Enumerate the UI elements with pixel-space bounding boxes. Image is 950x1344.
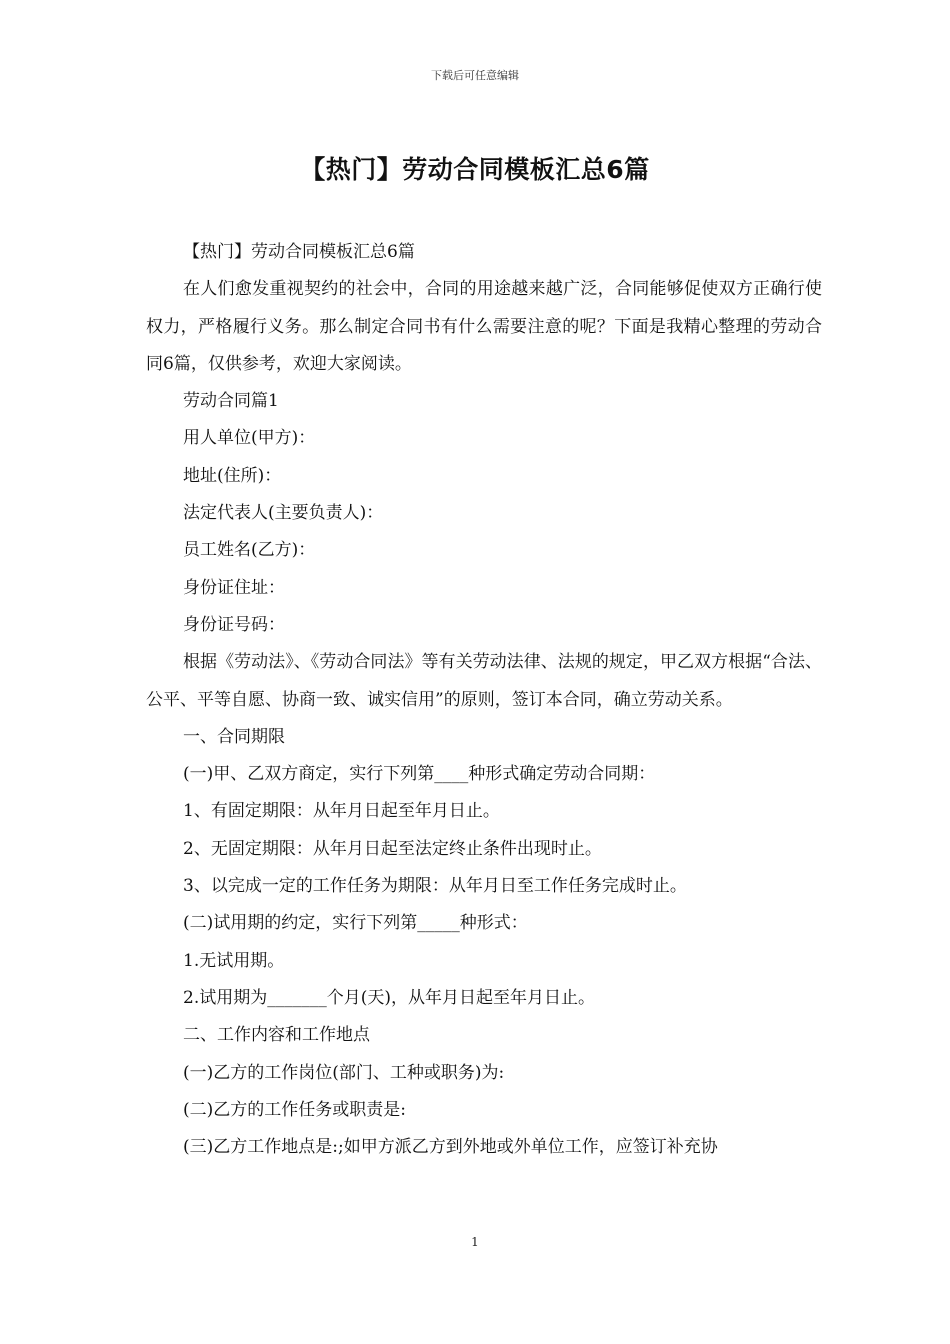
clause-heading-work: 二、工作内容和工作地点 [183,1025,370,1046]
paragraph-section-heading: 劳动合同篇1 [183,391,279,412]
paragraph-intro: 在人们愈发重视契约的社会中，合同的用途越来越广泛，合同能够促使双方正确行使权力，严格履行义务。那么制定合同书有什么需要注意的呢？下面是我精心整理的劳动合同6篇，仅供参考，欢迎大家阅读。 [146,279,822,374]
field-employee-name: 员工姓名(乙方)： [183,540,316,561]
clause-no-probation: 1.无试用期。 [183,950,285,971]
page-number: 1 [471,1235,479,1249]
clause-term-form: (一)甲、乙双方商定，实行下列第____种形式确定劳动合同期： [183,764,656,785]
clause-probation-form: (二)试用期的约定，实行下列第_____种形式： [183,913,528,934]
field-address: 地址(住所)： [183,465,282,486]
clause-fixed-term: 1、有固定期限：从年月日起至年月日止。 [183,801,500,822]
field-id-address: 身份证住址： [183,577,285,598]
clause-heading-term: 一、合同期限 [183,726,285,747]
header-note: 下载后可任意编辑 [431,69,519,82]
document-body [146,234,822,1166]
clause-work-position: (一)乙方的工作岗位(部门、工种或职务)为: [183,1062,505,1083]
clause-open-term: 2、无固定期限：从年月日起至法定终止条件出现时止。 [183,838,602,859]
field-id-number: 身份证号码： [183,614,285,635]
clause-probation-period: 2.试用期为_______个月(天)，从年月日起至年月日止。 [183,987,595,1008]
paragraph-repeat-title: 【热门】劳动合同模板汇总6篇 [183,242,415,262]
clause-work-duties: (二)乙方的工作任务或职责是: [183,1099,406,1120]
paragraph-legal-basis: 根据《劳动法》、《劳动合同法》等有关劳动法律、法规的规定，甲乙双方根据“合法、公平、平等自愿、协商一致、诚实信用”的原则，签订本合同，确立劳动关系。 [146,652,822,710]
field-employer: 用人单位(甲方)： [183,428,316,449]
field-legal-representative: 法定代表人(主要负责人)： [183,503,384,524]
document-title: 【热门】劳动合同模板汇总6篇 [300,155,650,184]
clause-task-term: 3、以完成一定的工作任务为期限：从年月日至工作任务完成时止。 [183,876,687,897]
clause-work-location: (三)乙方工作地点是:;如甲方派乙方到外地或外单位工作，应签订补充协 [183,1137,718,1158]
